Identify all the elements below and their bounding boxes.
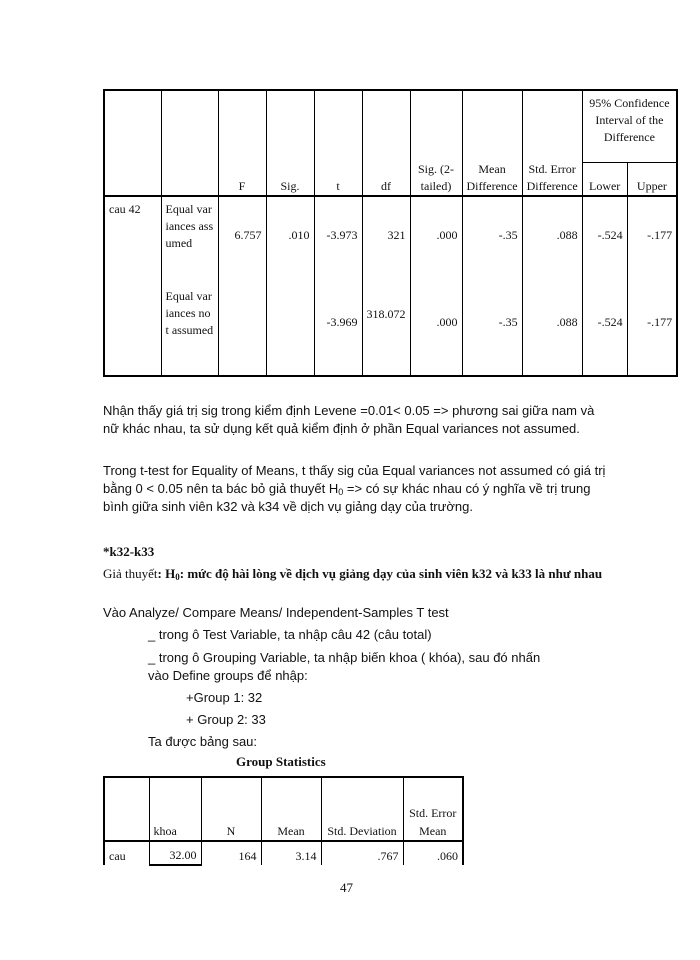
paragraph-ttest: [103, 462, 608, 516]
header-t: t: [314, 90, 362, 196]
header-std-error-difference: Std. Error Difference: [522, 90, 582, 196]
cell-mean-diff: -.35: [462, 284, 522, 376]
gs-header-blank: [104, 777, 149, 841]
cell-std-err: .088: [522, 284, 582, 376]
cell-lower: -.524: [582, 284, 627, 376]
hypothesis-colon: :: [157, 566, 166, 581]
gs-header-std-deviation: Std. Deviation: [321, 777, 403, 841]
header-sig: Sig.: [266, 90, 314, 196]
instruction-analyze: Vào Analyze/ Compare Means/ Independent-Samples T test: [103, 605, 449, 620]
h0-subscript: 0: [338, 487, 344, 497]
cell-sig2: .000: [410, 284, 462, 376]
table-row: [104, 196, 677, 284]
hypothesis-subscript: 0: [175, 572, 180, 582]
gs-header-std-error-mean: Std. Error Mean: [403, 777, 463, 841]
gs-cell-mean: 3.14: [261, 841, 321, 865]
page-number: 47: [340, 880, 353, 895]
variable-label: cau 42: [104, 196, 161, 376]
group-statistics-table: [103, 776, 464, 866]
row-label-equal-assumed: Equal variances assumed: [161, 196, 218, 284]
header-upper: Upper: [627, 162, 677, 196]
paragraph-ttest-part1: Trong t-test for Equality of Means, t thấy sig của Equal variances not assumed có giá trị bằng 0 < 0.05 nên ta bác bỏ giả thuyết H: [103, 463, 606, 496]
header-lower: Lower: [582, 162, 627, 196]
cell-upper: -.177: [627, 196, 677, 284]
group-1: +Group 1: 32: [186, 690, 263, 705]
cell-f: [218, 284, 266, 376]
cell-sig2: .000: [410, 196, 462, 284]
cell-lower: -.524: [582, 196, 627, 284]
gs-header-n: N: [201, 777, 261, 841]
gs-header-khoa: khoa: [149, 777, 201, 841]
instruction-test-variable: _ trong ô Test Variable, ta nhập câu 42 (câu total): [148, 627, 432, 642]
hypothesis: [103, 565, 603, 583]
cell-sig: .010: [266, 196, 314, 284]
row-label-equal-not-assumed: Equal variances not assumed: [161, 284, 218, 376]
group-statistics-title: Group Statistics: [236, 754, 326, 769]
cell-upper: -.177: [627, 284, 677, 376]
header-sig-2-tailed: Sig. (2-tailed): [410, 90, 462, 196]
header-confidence-interval: 95% Confidence Interval of the Difference: [582, 90, 677, 162]
header-blank-1: [104, 90, 161, 196]
instruction-grouping-variable: _ trong ô Grouping Variable, ta nhập biến khoa ( khóa), sau đó nhấn vào Define groups để nhập:: [148, 650, 541, 683]
hypothesis-prefix: Giả thuyết: [103, 566, 158, 581]
cell-sig: [266, 284, 314, 376]
cell-mean-diff: -.35: [462, 196, 522, 284]
cell-df: 318.072: [362, 284, 410, 376]
section-heading: *k32-k33: [103, 544, 155, 559]
cell-f: 6.757: [218, 196, 266, 284]
table-row: [104, 841, 463, 865]
paragraph-levene: Nhận thấy giá trị sig trong kiểm định Levene =0.01< 0.05 => phương sai giữa nam và nữ khác nhau, ta sử dụng kết quả kiểm định ở phần Equal variances not assumed.: [103, 403, 595, 436]
cell-t: -3.973: [314, 196, 362, 284]
cell-std-err: .088: [522, 196, 582, 284]
paragraph-ttest-part2: => có sự khác nhau có ý nghĩa về trị trung bình giữa sinh viên k32 và k34 về dịch vụ giảng dạy của trường.: [103, 481, 591, 514]
header-f: F: [218, 90, 266, 196]
gs-row-label: cau: [104, 841, 149, 865]
group-2: + Group 2: 33: [186, 712, 266, 727]
gs-cell-n: 164: [201, 841, 261, 865]
cell-t: -3.969: [314, 284, 362, 376]
gs-cell-sem: .060: [403, 841, 463, 865]
gs-cell-sd: .767: [321, 841, 403, 865]
table-row: [104, 284, 677, 376]
gs-cell-khoa: 32.00: [149, 841, 201, 865]
result-intro: Ta được bảng sau:: [148, 734, 258, 749]
hypothesis-h: H: [165, 566, 176, 581]
header-df: df: [362, 90, 410, 196]
hypothesis-text: : mức độ hài lòng về dịch vụ giảng dạy của sinh viên k32 và k33 là như nhau: [179, 566, 603, 581]
header-blank-2: [161, 90, 218, 196]
independent-samples-test-table: [103, 89, 678, 377]
header-mean-difference: Mean Difference: [462, 90, 522, 196]
cell-df: 321: [362, 196, 410, 284]
gs-header-mean: Mean: [261, 777, 321, 841]
